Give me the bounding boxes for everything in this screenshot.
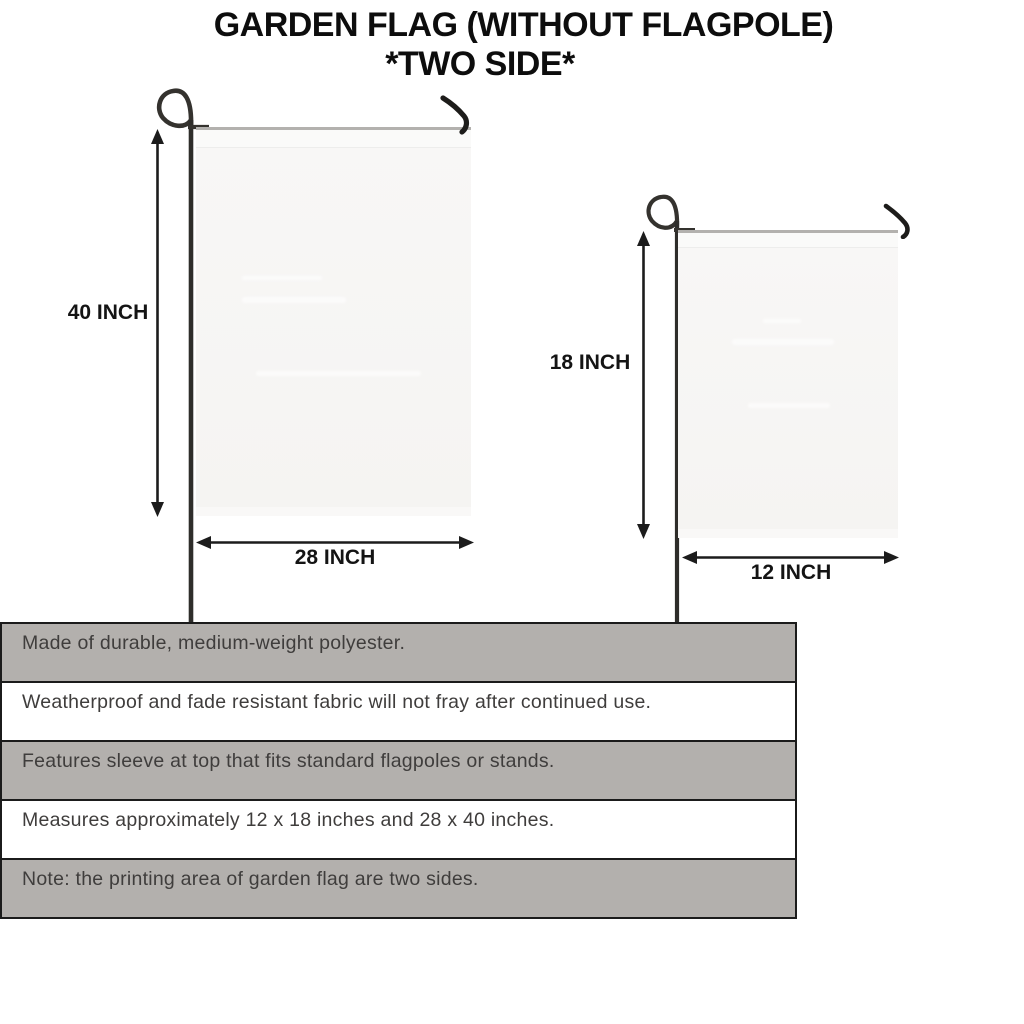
feature-row-measurements — [2, 801, 795, 860]
feature-row-note — [2, 860, 795, 917]
feature-row-sleeve — [2, 742, 795, 801]
large-flag-sleeve — [196, 130, 471, 148]
fabric-highlight — [242, 276, 322, 280]
small-flag-height-arrow — [635, 231, 652, 539]
feature-text: Note: the printing area of garden flag are two sides. — [22, 868, 479, 890]
feature-text: Weatherproof and fade resistant fabric will not fray after continued use. — [22, 691, 652, 713]
fabric-highlight — [732, 339, 834, 345]
feature-text: Made of durable, medium-weight polyester. — [22, 632, 406, 654]
small-flagpole-hook-icon — [881, 203, 917, 239]
large-flagpole-hook-icon — [437, 94, 477, 136]
small-flag-sleeve — [678, 233, 898, 248]
feature-text: Measures approximately 12 x 18 inches and 28 x 40 inches. — [22, 809, 555, 831]
large-flag-width-label: 28 INCH — [294, 546, 376, 569]
fabric-highlight — [256, 371, 421, 376]
feature-row-material — [2, 624, 795, 683]
small-flag — [678, 230, 898, 538]
fabric-highlight — [242, 297, 346, 303]
small-flag-hem — [678, 529, 898, 538]
page-title: GARDEN FLAG (WITHOUT FLAGPOLE) — [213, 6, 834, 44]
feature-list — [0, 622, 797, 919]
large-flag-height-label: 40 INCH — [67, 301, 149, 324]
small-flag-height-label: 18 INCH — [549, 351, 631, 374]
feature-row-weatherproof — [2, 683, 795, 742]
small-flag-width-label: 12 INCH — [750, 561, 832, 584]
feature-text: Features sleeve at top that fits standard flagpoles or stands. — [22, 750, 555, 772]
large-flag — [196, 127, 471, 516]
fabric-highlight — [763, 319, 801, 323]
page-subtitle: *TWO SIDE* — [385, 45, 575, 83]
fabric-highlight — [748, 403, 830, 408]
large-flag-hem — [196, 507, 471, 516]
